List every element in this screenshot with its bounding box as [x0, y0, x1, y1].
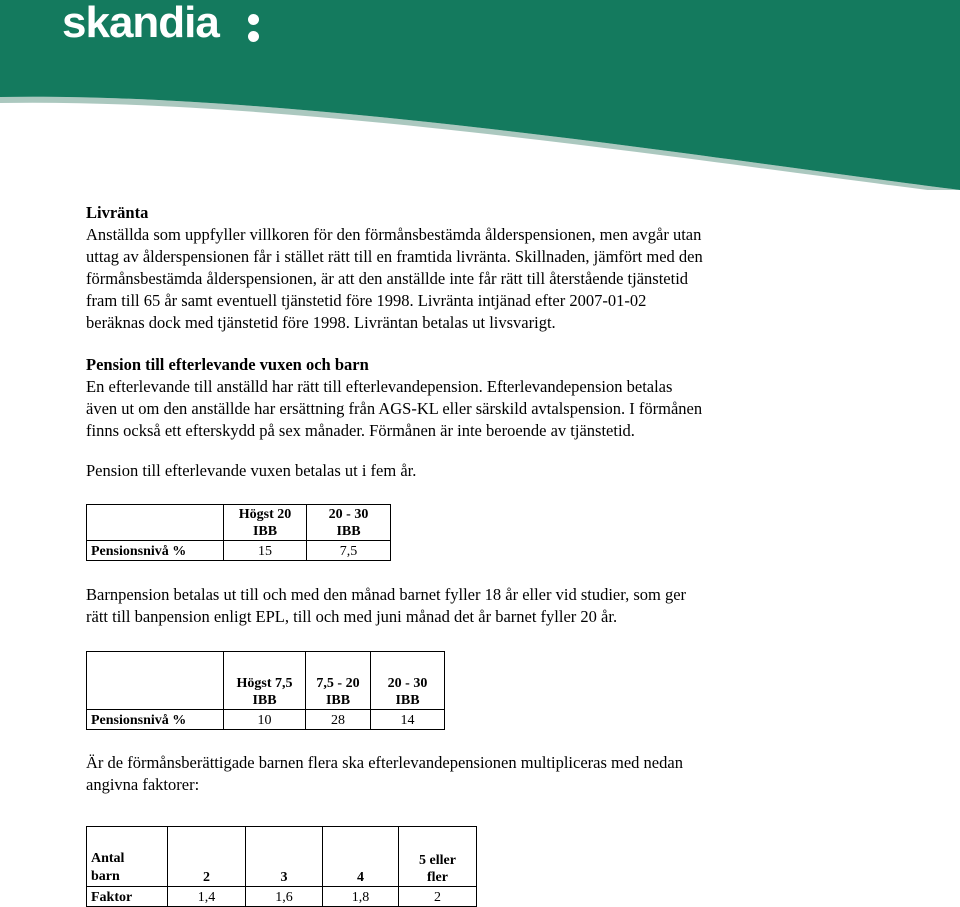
text-line: angivna faktorer:	[86, 775, 200, 794]
text-line: Är de förmånsberättigade barnen flera ska efterlevandepensionen multipliceras med nedan	[86, 753, 683, 772]
efterlevande-paragraph	[86, 376, 886, 442]
barnpension-paragraph	[86, 584, 886, 628]
flera-barn-paragraph	[86, 752, 886, 796]
text-line: beräknas dock med tjänstetid före 1998. Livräntan betalas ut livsvarigt.	[86, 313, 556, 332]
table-header-cell	[307, 505, 391, 541]
header-line: Högst 20	[238, 507, 292, 522]
text-line: Anställda som uppfyller villkoren för den förmånsbestämda ålderspensionen, men avgår utan	[86, 225, 702, 244]
header-line: IBB	[395, 693, 420, 708]
table-cell: 7,5	[307, 541, 391, 561]
table-header-cell	[224, 652, 306, 710]
table-cell: 2	[399, 887, 477, 907]
header-line: Antal	[91, 851, 125, 866]
efterlevande-heading: Pension till efterlevande vuxen och barn	[86, 355, 369, 374]
header-banner	[0, 0, 960, 190]
text-line: förmånsbestämda ålderspensionen, är att den anställde inte får rätt till återstående tjänstetid	[86, 269, 689, 288]
table-cell: 10	[224, 710, 306, 730]
table-header-cell: 2	[168, 827, 246, 887]
table-corner-cell	[87, 827, 168, 887]
header-line: fler	[427, 870, 448, 885]
text-line: även ut om den anställde har ersättning från AGS-KL eller särskild avtalspension. I förmånen	[86, 399, 703, 418]
document-body	[86, 202, 886, 907]
table-header-cell	[224, 505, 307, 541]
table-cell: 15	[224, 541, 307, 561]
row-label: Faktor	[87, 887, 168, 907]
text-line: rätt till banpension enligt EPL, till och med juni månad det år barnet fyller 20 år.	[86, 607, 618, 626]
header-line: Högst 7,5	[236, 676, 293, 691]
skandia-logo: skandia	[62, 0, 219, 47]
table-cell: 14	[371, 710, 445, 730]
text-line: En efterlevande till anställd har rätt till efterlevandepension. Efterlevandepension betalas	[86, 377, 673, 396]
table-header-cell: 4	[323, 827, 399, 887]
header-line: 20 - 30	[328, 507, 369, 522]
table-corner-cell	[87, 652, 224, 710]
table-corner-cell	[87, 505, 224, 541]
barn-pension-table	[86, 651, 445, 730]
header-line: IBB	[336, 524, 361, 539]
text-line: finns också ett efterskydd på sex månader. Förmånen är inte beroende av tjänstetid.	[86, 421, 635, 440]
text-line: Barnpension betalas ut till och med den månad barnet fyller 18 år eller vid studier, som ger	[86, 585, 687, 604]
row-label: Pensionsnivå %	[87, 541, 224, 561]
table-header-cell	[371, 652, 445, 710]
header-line: 7,5 - 20	[316, 676, 360, 691]
livranta-paragraph	[86, 224, 886, 334]
text-line: fram till 65 år samt eventuell tjänstetid före 1998. Livränta intjänad efter 2007-01-02	[86, 291, 647, 310]
table-cell: 1,6	[246, 887, 323, 907]
header-line: 20 - 30	[387, 676, 428, 691]
table-cell: 1,4	[168, 887, 246, 907]
header-line: IBB	[252, 524, 278, 539]
vuxen-note: Pension till efterlevande vuxen betalas ut i fem år.	[86, 461, 417, 480]
table-cell: 28	[306, 710, 371, 730]
logo-dot-icon	[248, 14, 259, 25]
faktor-table	[86, 826, 477, 907]
table-header-cell	[306, 652, 371, 710]
header-line: IBB	[325, 693, 351, 708]
vuxen-pension-table	[86, 504, 391, 561]
text-line: uttag av ålderspensionen får i stället rätt till en framtida livränta. Skillnaden, jämfört med den	[86, 247, 703, 266]
table-cell: 1,8	[323, 887, 399, 907]
header-line: IBB	[252, 693, 277, 708]
header-line: barn	[91, 869, 120, 884]
header-line: 5 eller	[419, 853, 456, 868]
row-label: Pensionsnivå %	[87, 710, 224, 730]
livranta-heading: Livränta	[86, 203, 149, 222]
table-header-cell: 3	[246, 827, 323, 887]
table-header-cell	[399, 827, 477, 887]
logo-dot-icon	[248, 31, 259, 42]
